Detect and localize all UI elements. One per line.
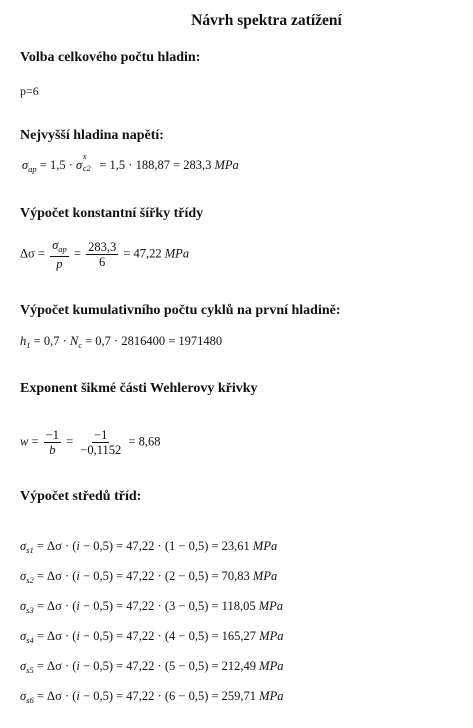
sigma-symbol: σ — [20, 659, 27, 673]
sigma-value: 188,87 — [135, 158, 170, 172]
fraction: $\frac{-1}{b}$ — [45, 428, 59, 457]
result-value: 212,49 — [221, 659, 257, 673]
sigma-subscript: s6 — [26, 695, 34, 705]
sigma-subscript: s2 — [26, 575, 34, 585]
class-index: 5 — [169, 659, 176, 673]
width-value: 47,22 — [126, 629, 155, 643]
unit: MPa — [214, 158, 239, 172]
half-value: 0,5 — [93, 569, 109, 583]
class-index: 4 — [169, 629, 176, 643]
i-symbol: i — [76, 689, 80, 703]
center-equation-row: $\sigma_{s3} = \Delta\sigma \cdot (i - 0,5) = 47,22 \cdot (3 - 0,5) = 118,05$ MPa — [20, 599, 284, 615]
cycles-heading: Výpočet kumulativního počtu cyklů na první hladině: — [20, 303, 341, 318]
fraction: $\frac{\sigma_{ap}}{p}$ — [52, 238, 67, 271]
unit: MPa — [259, 659, 284, 673]
exponent-heading: Exponent šikmé části Wehlerovy křivky — [20, 381, 258, 396]
unit: MPa — [252, 539, 278, 553]
center-equation-row: $\sigma_{s5} = \Delta\sigma \cdot (i - 0,5) = 47,22 \cdot (5 - 0,5) = 212,49$ MPa — [20, 659, 284, 675]
result-value: 283,3 — [183, 158, 212, 172]
class-index: 1 — [169, 539, 176, 553]
sigma-symbol: σ — [20, 689, 27, 703]
unit: MPa — [259, 629, 284, 643]
result-value: 165,27 — [221, 629, 257, 643]
delta-sigma: Δσ — [20, 246, 35, 261]
levels-value: p=6 — [20, 84, 39, 98]
width-value: 47,22 — [126, 539, 155, 553]
half-value: 0,5 — [188, 689, 205, 703]
delta-sigma: Δσ — [47, 629, 62, 643]
sigma-subscript: c2 — [82, 163, 91, 173]
delta-sigma: Δσ — [47, 689, 62, 703]
half-value: 0,5 — [93, 539, 109, 553]
sigma-subscript: s1 — [26, 545, 34, 555]
max-stress-heading: Nejvyšší hladina napětí: — [20, 128, 164, 143]
half-value: 0,5 — [93, 689, 109, 703]
result-value: 259,71 — [221, 689, 257, 703]
width-value: 47,22 — [126, 569, 155, 583]
sigma-subscript: s5 — [26, 665, 34, 675]
class-index: 2 — [169, 569, 176, 583]
result-value: 8,68 — [138, 434, 161, 449]
coefficient: 1,5 — [109, 158, 126, 172]
result-value: 70,83 — [221, 569, 250, 583]
i-symbol: i — [76, 569, 80, 583]
width-value: 47,22 — [126, 599, 155, 613]
i-symbol: i — [76, 629, 80, 643]
sigma-symbol: σ — [20, 599, 27, 613]
class-index: 6 — [169, 689, 176, 703]
half-value: 0,5 — [93, 629, 109, 643]
delta-sigma: Δσ — [47, 599, 62, 613]
sigma-subscript: s4 — [26, 635, 34, 645]
width-value: 47,22 — [126, 659, 155, 673]
result-value: 1971480 — [178, 334, 223, 348]
delta-sigma: Δσ — [47, 539, 62, 553]
fraction: $\frac{-1}{-0,1152}$ — [80, 428, 122, 457]
centers-heading: Výpočet středů tříd: — [20, 489, 142, 504]
result-value: 118,05 — [221, 599, 256, 613]
class-index: 3 — [169, 599, 176, 613]
fraction: $\frac{283,3}{6}$ — [88, 240, 117, 269]
unit: MPa — [259, 689, 284, 703]
i-symbol: i — [76, 599, 80, 613]
center-equation-row: $\sigma_{s6} = \Delta\sigma \cdot (i - 0,5) = 47,22 \cdot (6 - 0,5) = 259,71$ MPa — [20, 689, 284, 705]
i-symbol: i — [76, 659, 80, 673]
center-equation-row: $\sigma_{s4} = \Delta\sigma \cdot (i - 0,5) = 47,22 \cdot (4 - 0,5) = 165,27$ MPa — [20, 629, 284, 645]
unit: MPa — [252, 569, 278, 583]
sigma-symbol: σ — [76, 158, 83, 172]
sigma-symbol: σ — [20, 539, 27, 553]
center-equation-row: $\sigma_{s2} = \Delta\sigma \cdot (i - 0,5) = 47,22 \cdot (2 - 0,5) = 70,83$ MPa — [20, 569, 278, 585]
half-value: 0,5 — [188, 569, 205, 583]
result-value: 47,22 — [133, 246, 162, 261]
page-title: Návrh spektra zatížení — [191, 12, 342, 29]
half-value: 0,5 — [188, 659, 205, 673]
exponent-equation: w = $\frac{-1}{b}$ = $\frac{-1}{-0,1152}$ = 8,68 — [20, 428, 161, 457]
sigma-subscript: s3 — [26, 605, 34, 615]
class-width-equation: Δσ = $\frac{\sigma_{ap}}{p}$ = $\frac{283,3}{6}$ = 47,22 MPa — [20, 238, 190, 271]
sigma-superscript: x — [82, 151, 87, 161]
class-width-heading: Výpočet konstantní šířky třídy — [20, 206, 204, 221]
half-value: 0,5 — [93, 659, 109, 673]
result-value: 23,61 — [221, 539, 250, 553]
half-value: 0,5 — [93, 599, 109, 613]
half-value: 0,5 — [188, 539, 205, 553]
max-stress-equation: $\sigma_{ap} = 1,5 \cdot \sigma$ x c2 = 1,5 · 188,87 = 283,3 MPa — [22, 151, 239, 174]
sigma-symbol: σ — [20, 569, 27, 583]
delta-sigma: Δσ — [47, 569, 62, 583]
unit: MPa — [164, 246, 190, 261]
i-symbol: i — [76, 539, 80, 553]
half-value: 0,5 — [188, 599, 205, 613]
sigma-subscript: ap — [28, 164, 37, 174]
center-equation-row: $\sigma_{s1} = \Delta\sigma \cdot (i - 0,5) = 47,22 \cdot (1 - 0,5) = 23,61$ MPa — [20, 539, 278, 555]
cycles-equation: $h_1 = 0,7 \cdot N_c = 0,7 \cdot 2816400 = 1971480$ — [20, 334, 223, 350]
sigma-symbol: σ — [22, 158, 29, 172]
coefficient: 1,5 — [49, 158, 66, 172]
levels-heading: Volba celkového počtu hladin: — [20, 50, 201, 65]
width-value: 47,22 — [126, 689, 155, 703]
delta-sigma: Δσ — [47, 659, 62, 673]
unit: MPa — [258, 599, 284, 613]
sigma-symbol: σ — [20, 629, 27, 643]
half-value: 0,5 — [188, 629, 205, 643]
